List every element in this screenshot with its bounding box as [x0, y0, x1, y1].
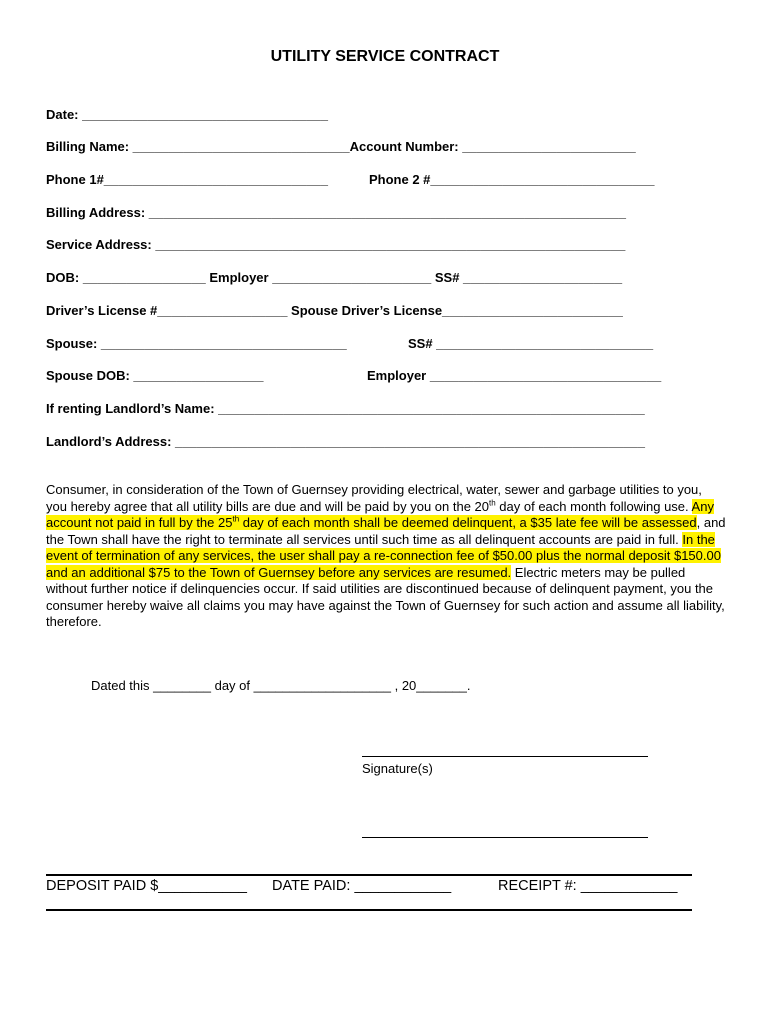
terms-text-2: day of each month following use.: [495, 498, 692, 514]
terms-sup-1: th: [489, 498, 496, 508]
landlord-address-field[interactable]: Landlord’s Address: _________________________________________________________________: [46, 434, 646, 449]
date-field[interactable]: Date: __________________________________: [46, 107, 328, 122]
dob-employer-ss-field[interactable]: DOB: _________________ Employer ______________________ SS# ______________________: [46, 270, 623, 285]
spouse-dob-field[interactable]: Spouse DOB: __________________: [46, 368, 264, 383]
terms-text-1: Consumer, in consideration of the Town of Guernsey providing electrical, water, sewer and garbage utilities to you, you hereby agree that all utility bills are due and will be paid by you on the 20: [46, 482, 702, 514]
reconnection-fee-highlight: In the event of termination of any services, the user shall pay a re-connection fee of $50.00 plus the normal deposit $150.00 and an additional $75 to the Town of Guernsey before any services are resumed.: [46, 531, 721, 580]
terms-paragraph: [46, 482, 726, 631]
phone1-field[interactable]: Phone 1#_______________________________: [46, 172, 328, 187]
service-address-field[interactable]: Service Address: _________________________________________________________________: [46, 237, 626, 252]
drivers-license-field[interactable]: Driver’s License #__________________ Spouse Driver’s License_________________________: [46, 303, 623, 318]
terms-text-3: , and the Town shall have the right to terminate all services until such time as all delinquent accounts are paid in full.: [46, 515, 726, 547]
billing-address-field[interactable]: Billing Address: __________________________________________________________________: [46, 205, 626, 220]
dated-line[interactable]: Dated this ________ day of ___________________ , 20_______.: [91, 678, 471, 693]
deposit-paid-field[interactable]: DEPOSIT PAID $___________: [46, 878, 247, 894]
date-paid-field[interactable]: DATE PAID: ____________: [272, 878, 452, 894]
spouse-employer-field[interactable]: Employer ________________________________: [367, 368, 662, 383]
receipt-field[interactable]: RECEIPT #: ____________: [498, 878, 678, 894]
phone2-field[interactable]: Phone 2 #_______________________________: [369, 172, 655, 187]
spouse-field[interactable]: Spouse: __________________________________: [46, 336, 347, 351]
signature-line-1[interactable]: [362, 756, 648, 757]
billing-name-field[interactable]: Billing Name: ______________________________Account Number: ________________________: [46, 139, 636, 154]
signature-label: Signature(s): [362, 761, 433, 776]
late-fee-text-a: Any account not paid in full by the 25: [46, 498, 714, 530]
terms-text-4: Electric meters may be pulled without further notice if delinquencies occur. If said utilities are discontinued because of delinquent payment, you the consumer hereby waive all claims you may have against the Town of Guernsey for such action and assume all liability, therefore.: [46, 564, 725, 629]
landlord-name-field[interactable]: If renting Landlord’s Name: ___________________________________________________________: [46, 401, 645, 416]
office-bottom-rule: [46, 909, 692, 911]
late-fee-sup: th: [232, 514, 240, 524]
office-top-rule: [46, 874, 692, 876]
late-fee-text-b: day of each month shall be deemed delinquent, a $35 late fee will be assessed: [239, 515, 697, 530]
spouse-ss-field[interactable]: SS# ______________________________: [408, 336, 654, 351]
document-title: UTILITY SERVICE CONTRACT: [270, 48, 500, 65]
signature-line-2[interactable]: [362, 837, 648, 838]
